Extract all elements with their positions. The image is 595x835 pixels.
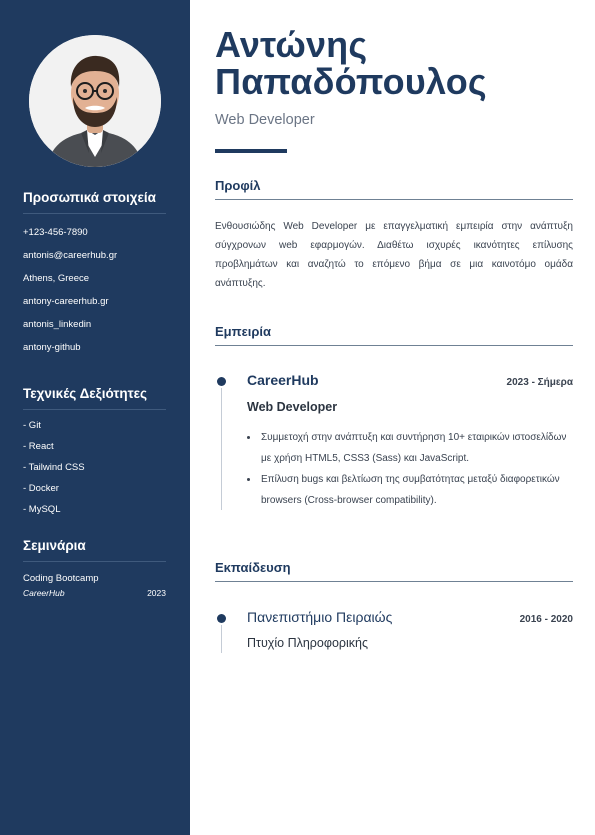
- sidebar: [0, 0, 190, 835]
- timeline-dot: [217, 377, 226, 386]
- skill-item: - React: [23, 441, 54, 452]
- education-entry: [215, 609, 573, 657]
- contact-phone: +123-456-7890: [23, 227, 88, 238]
- experience-title: Web Developer: [247, 400, 338, 414]
- contact-email: antonis@careerhub.gr: [23, 250, 118, 261]
- school-name: Πανεπιστήμιο Πειραιώς: [247, 609, 393, 625]
- education-heading: Εκπαίδευση: [215, 560, 573, 582]
- company-name: CareerHub: [247, 372, 319, 388]
- education-header: [247, 609, 573, 625]
- skill-item: - Docker: [23, 483, 59, 494]
- timeline-line: [221, 625, 222, 653]
- contact-linkedin: antonis_linkedin: [23, 319, 92, 330]
- contact-location: Athens, Greece: [23, 273, 90, 284]
- seminar-title: Coding Bootcamp: [23, 573, 99, 584]
- skills-heading: Τεχνικές Δεξιότητες: [23, 386, 166, 410]
- seminar-meta: [23, 588, 166, 598]
- contact-github: antony-github: [23, 342, 81, 353]
- contact-website: antony-careerhub.gr: [23, 296, 109, 307]
- skill-item: - Git: [23, 420, 41, 431]
- skill-item: - MySQL: [23, 504, 61, 515]
- portrait-photo: [29, 35, 161, 167]
- experience-bullet: • Επίλυση bugs και βελτίωση της συμβατότητας μεταξύ διαφορετικών browsers (Cross-browser compatibility).: [259, 469, 577, 511]
- first-name: Αντώνης: [215, 24, 368, 65]
- experience-header: [247, 372, 573, 388]
- skill-item: - Tailwind CSS: [23, 462, 85, 473]
- experience-bullet: • Συμμετοχή στην ανάπτυξη και συντήρηση 10+ εταιρικών ιστοσελίδων με χρήση HTML5, CSS3 (Sass) και JavaScript.: [259, 427, 577, 469]
- accent-divider: [215, 149, 287, 153]
- contact-list: [23, 228, 166, 352]
- timeline-dot: [217, 614, 226, 623]
- experience-dates: 2023 - Σήμερα: [506, 377, 573, 388]
- seminar-org: CareerHub: [23, 588, 65, 598]
- skills-section: [23, 386, 166, 515]
- seminar-year: 2023: [147, 588, 166, 598]
- profile-heading: Προφίλ: [215, 178, 573, 200]
- experience-bullets: [247, 427, 577, 511]
- profile-text: Ενθουσιώδης Web Developer με επαγγελματική εμπειρία στην ανάπτυξη σύγχρονων web εφαρμογών. Διαθέτω ισχυρές ικανότητες επίλυσης προβλημάτων και αναζητώ το επόμενο βήμα σε μια καινοτόμο ομάδα ανάπτυξης.: [215, 221, 573, 289]
- full-name: [215, 26, 575, 100]
- degree-name: Πτυχίο Πληροφορικής: [247, 636, 369, 650]
- timeline-line: [221, 388, 222, 510]
- experience-entry: [215, 372, 573, 512]
- avatar: [29, 35, 161, 167]
- personal-info-heading: Προσωπικά στοιχεία: [23, 190, 166, 214]
- experience-heading: Εμπειρία: [215, 324, 573, 346]
- job-title: Web Developer: [215, 112, 315, 128]
- seminars-heading: Σεμινάρια: [23, 538, 166, 562]
- last-name: Παπαδόπουλος: [215, 61, 487, 102]
- personal-info-section: [23, 190, 166, 352]
- seminars-section: [23, 538, 166, 598]
- education-dates: 2016 - 2020: [519, 614, 573, 625]
- skills-list: [23, 420, 166, 515]
